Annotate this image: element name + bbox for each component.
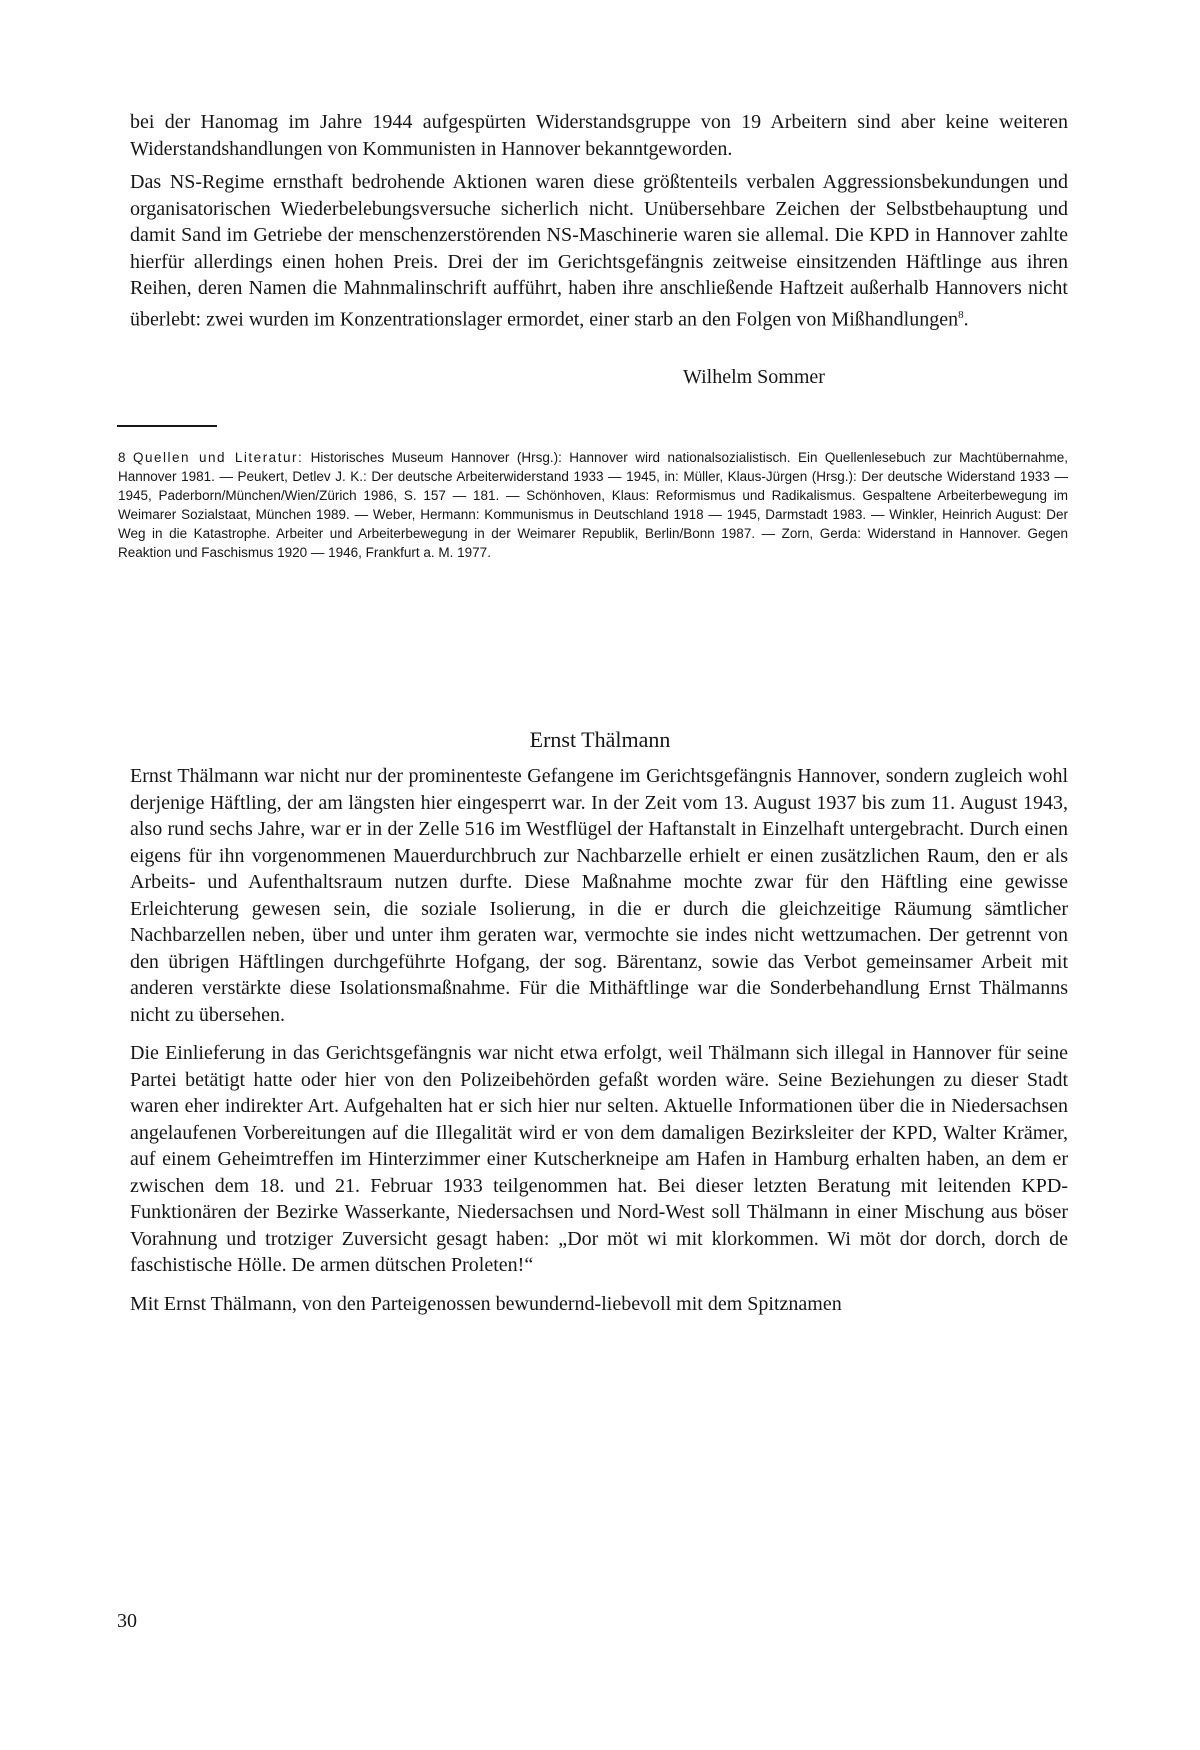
footnote-marker: 8 bbox=[118, 450, 126, 465]
author-signature: Wilhelm Sommer bbox=[683, 366, 825, 388]
footnote-label: Quellen und Literatur: bbox=[132, 450, 304, 465]
section-heading: Ernst Thälmann bbox=[529, 727, 671, 752]
paragraph-thaelmann-arrest: Die Einlieferung in das Gerichtsgefängnis war nicht etwa erfolgt, weil Thälmann sich illegal in Hannover für seine Partei betätigt hatte oder hier von den Polizeibehörden gefaßt worden wäre. Seine Beziehungen zu dieser Stadt waren eher indirekter Art. Aufgehalten hat er sich hier nur selten. Aktuelle Informationen über die in Niedersachsen angelaufenen Vorbereitungen auf die Illegalität wird er von dem damaligen Bezirksleiter der KPD, Walter Krämer, auf einem Geheimtreffen im Hinterzimmer einer Kutscherkneipe am Hafen in Hamburg erhalten haben, an dem er zwischen dem 18. und 21. Februar 1933 teilgenommen hat. Bei dieser letzten Beratung mit leitenden KPD-Funktionären der Bezirke Wasserkante, Niedersachsen und Nord-West soll Thälmann in einer Mischung aus böser Vorahnung und trotziger Zuversicht gesagt haben: „Dor möt wi mit klorkommen. Wi möt dor dorch, dorch de faschistische Hölle. De armen dütschen Proleten!“ bbox=[130, 1042, 1068, 1276]
paragraph-ns-regime: Das NS-Regime ernsthaft bedrohende Aktionen waren diese größtenteils verbalen Aggressionsbekundungen und organisatorischen Wiederbelebungsversuche sicherlich nicht. Unübersehbare Zeichen der Selbstbehauptung und damit Sand im Getriebe der menschenzerstörenden NS-Maschinerie waren sie allemal. Die KPD in Hannover zahlte hierfür allerdings einen hohen Preis. Drei der im Gerichtsgefängnis zeitweise einsitzenden Häftlinge aus ihren Reihen, deren Namen die Mahnmalinschrift aufführt, haben ihre anschließende Haftzeit außerhalb Hannovers nicht überlebt: zwei wurden im Konzentrationslager ermordet, einer starb an den Folgen von Mißhandlungen$^8$. bbox=[130, 171, 1068, 331]
top-text-block bbox=[130, 109, 1068, 333]
paragraph-continuation: bei der Hanomag im Jahre 1944 aufgespürten Widerstandsgruppe von 19 Arbeitern sind aber keine weiteren Widerstandshandlungen von Kommunisten in Hannover bekanntgeworden. bbox=[130, 111, 1068, 160]
paragraph-ns-regime-text: Das NS-Regime ernsthaft bedrohende Aktionen waren diese größtenteils verbalen Aggressionsbekundungen und organisatorischen Wiederbelebungsversuche sicherlich nicht. Unübersehbare Zeichen der Selbstbehauptung und damit Sand im Getriebe der menschenzerstörenden NS-Maschinerie waren sie allemal. Die KPD in Hannover zahlte hierfür allerdings einen hohen Preis. Drei der im Gerichtsgefängnis zeitweise einsitzenden Häftlinge aus ihren Reihen, deren Namen die Mahnmalinschrift aufführt, haben ihre anschließende Haftzeit außerhalb Hannovers nicht überlebt: zwei wurden im Konzentrationslager ermordet, einer starb an den Folgen von Mißhandlungen bbox=[130, 171, 1068, 331]
footnote-divider bbox=[117, 425, 217, 427]
footnote-reference: 8 bbox=[958, 308, 964, 321]
footnote-sources bbox=[118, 448, 1068, 562]
footnote-text: Historisches Museum Hannover (Hrsg.): Hannover wird nationalsozialistisch. Ein Quellenlesebuch zur Machtübernahme, Hannover 1981. — Peukert, Detlev J. K.: Der deutsche Arbeiterwiderstand 1933 — 1945, in: Müller, Klaus-Jürgen (Hrsg.): Der deutsche Widerstand 1933 — 1945, Paderborn/München/Wien/Zürich 1986, S. 157 — 181. — Schönhoven, Klaus: Reformismus und Radikalismus. Gespaltene Arbeiterbewegung im Weimarer Sozialstaat, München 1989. — Weber, Hermann: Kommunismus in Deutschland 1918 — 1945, Darmstadt 1983. — Winkler, Heinrich August: Der Weg in die Katastrophe. Arbeiter und Arbeiterbewegung in der Weimarer Republik, Berlin/Bonn 1987. — Zorn, Gerda: Widerstand in Hannover. Gegen Reaktion und Faschismus 1920 — 1946, Frankfurt a. M. 1977. bbox=[118, 450, 1068, 560]
page-number: 30 bbox=[117, 1610, 137, 1632]
paragraph-thaelmann-prison: Ernst Thälmann war nicht nur der prominenteste Gefangene im Gerichtsgefängnis Hannover, sondern zugleich wohl derjenige Häftling, der am längsten hier eingesperrt war. In der Zeit vom 13. August 1937 bis zum 11. August 1943, also rund sechs Jahre, war er in der Zelle 516 im Westflügel der Haftanstalt in Einzelhaft untergebracht. Durch einen eigens für ihn vorgenommenen Mauerdurchbruch zur Nachbarzelle erhielt er einen zusätzlichen Raum, den er als Arbeits- und Aufenthaltsraum nutzen durfte. Diese Maßnahme mochte zwar für den Häftling eine gewisse Erleichterung gewesen sein, die soziale Isolierung, in die er durch die gleichzeitige Räumung sämtlicher Nachbarzellen neben, über und unter ihm geraten war, vermochte sie indes nicht wettzumachen. Der getrennt von den übrigen Häftlingen durchgeführte Hofgang, der sog. Bärentanz, sowie das Verbot gemeinsamer Arbeit mit anderen verstärkte diese Isolationsmaßnahme. Für die Mithäftlinge war die Sonderbehandlung Ernst Thälmanns nicht zu übersehen. bbox=[130, 765, 1068, 1026]
paragraph-thaelmann-nickname: Mit Ernst Thälmann, von den Parteigenossen bewundernd-liebevoll mit dem Spitznamen bbox=[130, 1292, 842, 1315]
section-text-block bbox=[130, 763, 1068, 1317]
